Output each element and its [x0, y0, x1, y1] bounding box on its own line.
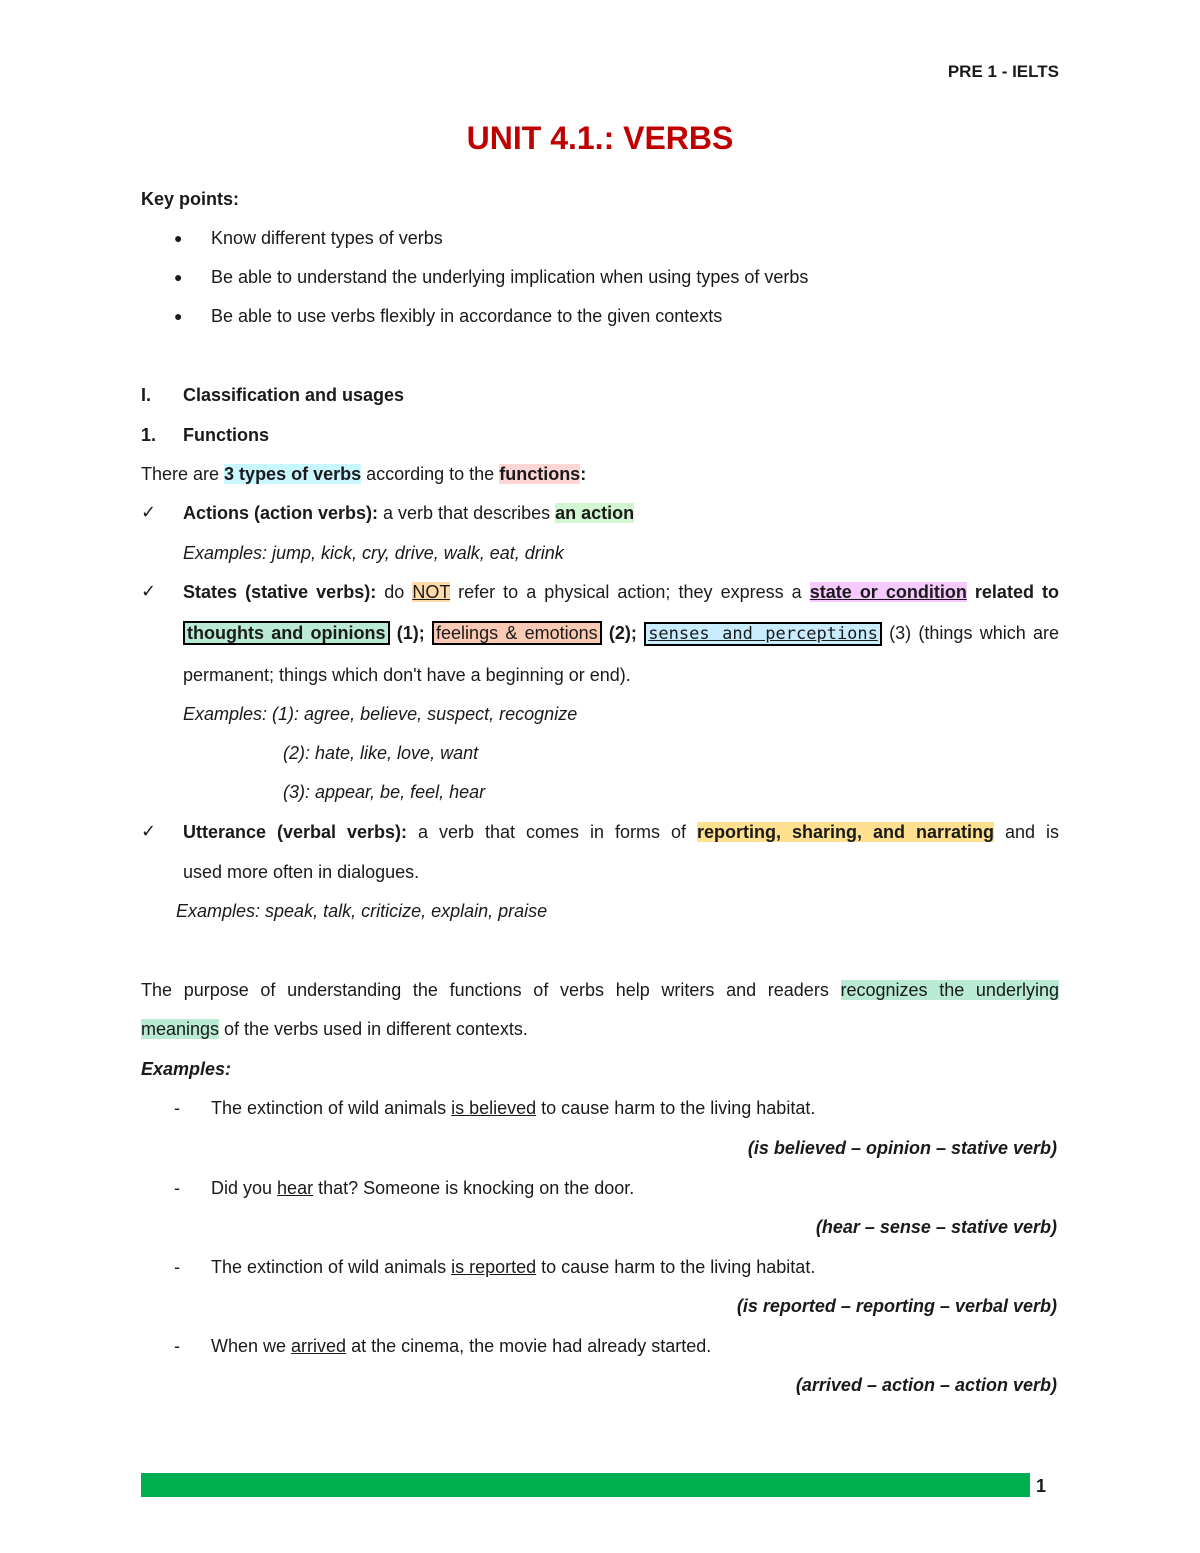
example-text: to cause harm to the living habitat. [536, 1098, 816, 1118]
utterance-text: and is [993, 822, 1059, 842]
example-verb: hear [277, 1178, 314, 1198]
states-text: do [376, 582, 413, 602]
example-sentence [211, 1096, 815, 1120]
utterance-examples: Examples: speak, talk, criticize, explain, praise [176, 901, 548, 921]
keypoints-heading: Key points: [141, 189, 240, 209]
actions-text: a verb that describes [378, 503, 556, 523]
highlight-action: an action [555, 503, 635, 523]
states-text: refer to a physical action; they express a [450, 582, 810, 602]
highlight-condition: state or condition [809, 582, 967, 602]
page-title: UNIT 4.1.: VERBS [466, 120, 734, 156]
keypoint-item: Be able to understand the underlying implication when using types of verbs [211, 267, 809, 287]
example-sentence [211, 1334, 711, 1358]
dash-marker: - [174, 1336, 180, 1356]
actions-term: Actions (action verbs): [183, 503, 379, 523]
example-text: at the cinema, the movie had already started. [346, 1336, 712, 1356]
keypoint-item: Know different types of verbs [211, 228, 443, 248]
highlight-types: 3 types of verbs [224, 464, 362, 484]
dash-marker: - [174, 1098, 180, 1118]
example-note: (arrived – action – action verb) [795, 1375, 1057, 1395]
purpose-text: of the verbs used in different contexts. [219, 1019, 528, 1039]
example-verb: is reported [451, 1257, 537, 1277]
checkmark-icon: ✓ [141, 581, 157, 601]
checkmark-icon: ✓ [141, 821, 157, 841]
example-text: When we [211, 1336, 292, 1356]
states-text: related to [966, 582, 1059, 602]
checkmark-icon: ✓ [141, 502, 157, 522]
purpose-text: The purpose of understanding the functions of verbs help writers and readers [141, 980, 841, 1000]
examples-heading: Examples: [141, 1059, 232, 1079]
purpose-line-1 [141, 978, 1059, 1002]
states-examples-3: (3): appear, be, feel, hear [283, 782, 486, 802]
example-text: The extinction of wild animals [211, 1257, 452, 1277]
utterance-term: Utterance (verbal verbs): [183, 822, 408, 842]
dash-marker: - [174, 1257, 180, 1277]
states-line-2 [183, 621, 1059, 646]
intro-text: There are [141, 464, 225, 484]
states-num: (1); [389, 623, 433, 643]
actions-examples: Examples: jump, kick, cry, drive, walk, eat, drink [183, 543, 564, 563]
highlight-meanings: meanings [141, 1019, 220, 1039]
highlight-functions: functions [499, 464, 581, 484]
states-examples-2: (2): hate, like, love, want [283, 743, 479, 763]
example-note: (hear – sense – stative verb) [815, 1217, 1057, 1237]
actions-line [183, 501, 634, 525]
example-verb: arrived [291, 1336, 347, 1356]
box-feelings-emotions: feelings & emotions [432, 621, 602, 645]
box-thoughts-opinions: thoughts and opinions [183, 621, 390, 645]
states-num: (3) (things which are [881, 623, 1060, 643]
keypoint-item: Be able to use verbs flexibly in accordance to the given contexts [211, 306, 723, 326]
subsection-number: 1. [141, 425, 157, 445]
subsection-title: Functions [183, 425, 269, 445]
states-line-1 [183, 580, 1059, 604]
dash-marker: - [174, 1178, 180, 1198]
example-text: that? Someone is knocking on the door. [313, 1178, 635, 1198]
utterance-line-1 [183, 820, 1059, 844]
intro-colon: : [580, 464, 587, 484]
page-header: PRE 1 - IELTS [947, 62, 1059, 81]
bullet-icon: ● [174, 230, 183, 246]
section-number: I. [141, 385, 152, 405]
bullet-icon: ● [174, 308, 183, 324]
example-text: Did you [211, 1178, 278, 1198]
footer-bar [141, 1473, 1030, 1497]
section-title: Classification and usages [183, 385, 405, 405]
states-line-3: permanent; things which don't have a beginning or end). [183, 665, 631, 685]
highlight-not: NOT [412, 582, 451, 602]
intro-text: according to the [361, 464, 500, 484]
example-text: to cause harm to the living habitat. [536, 1257, 816, 1277]
example-sentence [211, 1255, 815, 1279]
utterance-line-2: used more often in dialogues. [183, 862, 420, 882]
example-text: The extinction of wild animals [211, 1098, 452, 1118]
example-note: (is reported – reporting – verbal verb) [736, 1296, 1057, 1316]
intro-line [141, 462, 586, 486]
page-number: 1 [1036, 1476, 1047, 1496]
example-note: (is believed – opinion – stative verb) [747, 1138, 1057, 1158]
utterance-text: a verb that comes in forms of [407, 822, 697, 842]
box-senses-perceptions: senses and perceptions [644, 622, 882, 646]
highlight-reporting: reporting, sharing, and narrating [697, 822, 994, 842]
states-num: (2); [601, 623, 645, 643]
example-verb: is believed [451, 1098, 537, 1118]
states-term: States (stative verbs): [183, 582, 377, 602]
highlight-underlying: recognizes the underlying [840, 980, 1059, 1000]
states-examples-1: Examples: (1): agree, believe, suspect, recognize [183, 704, 578, 724]
bullet-icon: ● [174, 269, 183, 285]
purpose-line-2 [141, 1017, 528, 1041]
example-sentence [211, 1176, 634, 1200]
